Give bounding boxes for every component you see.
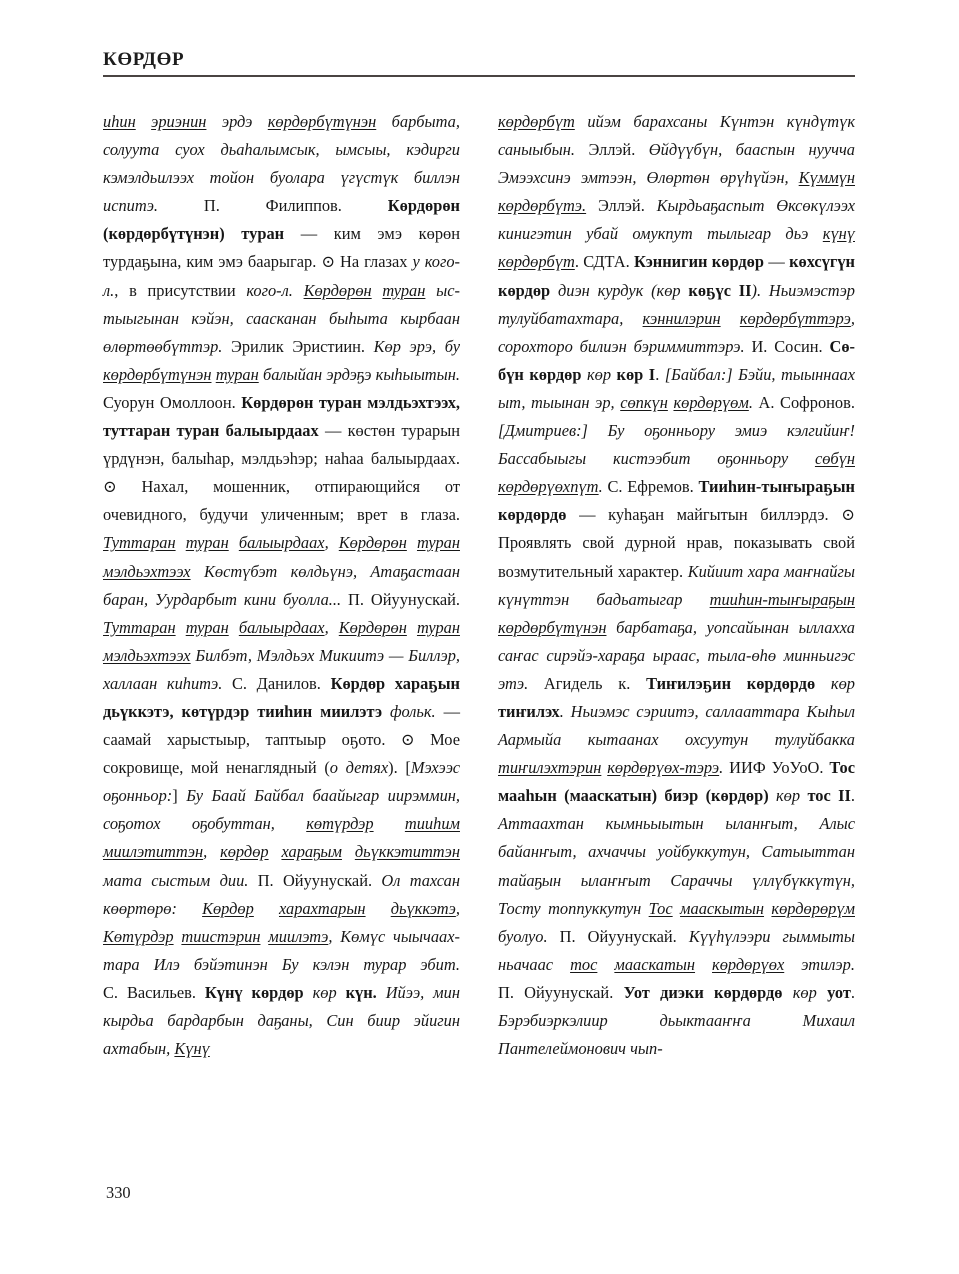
column-right xyxy=(498,108,855,1168)
running-head-block xyxy=(103,48,855,77)
page-number: 330 xyxy=(106,1183,131,1202)
column-right-text: көрдөрбүт ийэм барахсаны Күнтэн күндүтүк саныыбын. Эллэй. Өйдүүбүн, бааспын нуучча Эмээхсинэ эмтээн, Өлөртөн өрүһүйэн, Күммүн көрдөрбүтэ. Эллэй. Кырдьаҕаспыт Өксөкүлээх кинигэтин убай омукпут тылыгар дьэ күнү көрдөрбүт. СДТА. Кэннигин көрдөр — көхсүгүн көрдөр диэн курдук (көр көҕүс II). Ньиэмэстэр тулуйбатахтара, кэннилэрин көрдөрбүттэрэ, сорохторо билиэн бэриммиттэрэ. И. Сосин. Сөбүн көрдөр көр көр I. [Байбал:] Бэйи, тыыннаах ыт, тыынан эр, сөпкүн көрдөрүөм. А. Софронов. [Дмитриев:] Бу оҕонньору эмиэ кэлгийиҥ! Бассабыыгы кистээбит оҕонньору сөбүн көрдөрүөхпүт. С. Ефремов. Тииһин-тыҥыраҕын көрдөрдө — куһаҕан майгытын биллэрдэ. ⊙ Проявлять свой дурной нрав, показывать свой возмутительный характер. Кийиит хара маҥнайгы күнүттэн бадьатыгар тииһин-тыҥыраҕын көрдөрбүтүнэн барбатаҕа, уопсайынан ыллахха саҥас сирэйэ-хараҕа ыраас, тыла-өһө минньигэс этэ. Агидель к. Тиҥилэҕин көрдөрдө көр тиҥилэх. Ньиэмэс сэриитэ, саллааттара Кыһыл Аармыйа кытаанах охсуутун тулуйбакка тиҥилэхтэрин көрдөрүөх-тэрэ. ИИФ УоУоО. Тос мааһын (мааскатын) биэр (көрдөр) көр тос II. Аттаахтан кымньыытын ыланҥыт, Алыс байанҥыт, ахчаччы уойбуккутун, Сатыыттан тайаҕын ылаҥҥыт Сараччы үллүбүккүтүн, Тосту топпуккутун Тос мааскытын көрдөрөрүм буолуо. П. Ойуунускай. Күүһүлээри гыммыты ньачаас тос мааскатын көрдөрүөх этилэр. П. Ойуунускай. Уот диэки көрдөрдө көр уот. Бэрэбиэркэлиир дьыктааҥҥа Михаил Пантелеймонович чып- xyxy=(498,112,856,1059)
text-columns xyxy=(103,108,855,1168)
running-head: КӨРДӨР xyxy=(103,49,185,70)
column-left-text: иһин эриэнин эрдэ көрдөрбүтүнэн барбыта, солуута суох дьаһалымсык, ымсыы, кэдирги кэмэлдьилээх тойон буолара үгүстүк биллэн испитэ. П. Филиппов. Көрдөрөн (көрдөрбүтүнэн) туран — ким эмэ көрөн турдаҕына, ким эмэ баарыгар. ⊙ На глазах у кого-л., в присутствии кого-л. Көрдөрөн туран ыстыыгынан кэйэн, саасканан быһыта кырбаан өлөртөөбүттэр. Эрилик Эристиин. Көр эрэ, бу көрдөрбүтүнэн туран балыйан эрдэҕэ кыһыытын. Суорун Омоллоон. Көрдөрөн туран мэлдьэхтээх, туттаран туран балыырдаах — көстөн турарын үрдүнэн, балыһар, мэлдьэһэр; наһаа балыырдаах. ⊙ Нахал, мошенник, отпирающийся от очевидного, будучи уличенным; врет в глаза. Туттаран туран балыырдаах, Көрдөрөн туран мэлдьэхтээх Көстүбэт көлдьүнэ, Атаҕастаан баран, Уурдарбыт кини буолла... П. Ойуунускай. Туттаран туран балыырдаах, Көрдөрөн туран мэлдьэхтээх Билбэт, Мэлдьэх Микиитэ — Биллэр, халлаан киһитэ. С. Данилов. Көрдөр хараҕын дьүккэтэ, көтүрдэр тииһин миилэтэ фольк. — саамай харыстыыр, таптыыр оҕото. ⊙ Мое сокровище, мой ненаглядный (о детях). [Мэхээс оҕонньор:] Бу Баай Байбал баайыгар иирэммин, соҕотох оҕобуттан, көтүрдэр тииһим миилэтиттэн, көрдөр хараҕым дьүккэтиттэн мата сыстым дии. П. Ойуунускай. Ол тахсан көөртөрө: Көрдөр харахтарын дьүккэтэ, Көтүрдэр тиистэрин миилэтэ, Көмүс чыычаахтара Илэ бэйэтинэн Бу кэлэн турар эбит. С. Васильев. Күнү көрдөр көр күн. Ийээ, мин кырдьа бардарбын даҕаны, Син биир эйигин ахтабын, Күнү xyxy=(103,112,461,1059)
header-rule xyxy=(103,75,855,77)
column-left xyxy=(103,108,460,1168)
